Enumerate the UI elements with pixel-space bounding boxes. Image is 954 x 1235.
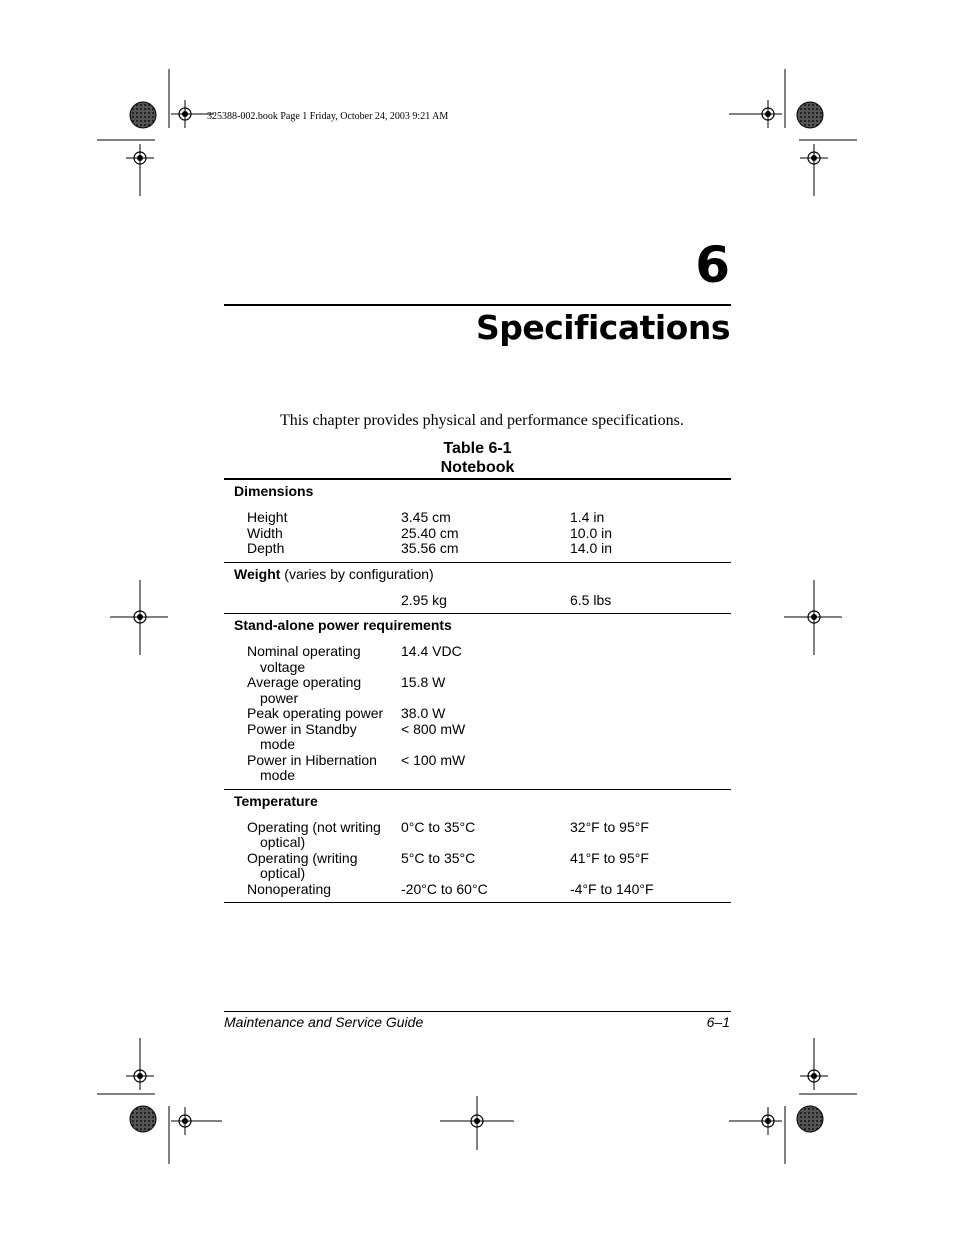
row-label-line: Power in Standby [247, 720, 357, 737]
row-label [224, 882, 401, 898]
row-imperial-value: 32°F to 95°F [570, 818, 649, 835]
registration-mark-icon [800, 144, 828, 172]
row-label-line: optical) [260, 834, 306, 850]
row-imperial-value [570, 722, 731, 753]
row-label [224, 644, 401, 675]
row-label-line: Nonoperating [247, 880, 332, 897]
table-row [224, 820, 731, 851]
row-label [224, 753, 401, 784]
row-label [224, 722, 401, 753]
footer-guide-title: Maintenance and Service Guide [224, 1014, 424, 1030]
table-title: Notebook [440, 459, 515, 476]
row-imperial-value: -4°F to 140°F [570, 880, 654, 897]
specifications-table [224, 478, 731, 903]
star-target-icon [797, 102, 823, 128]
row-label-line: Height [247, 509, 288, 525]
row-metric-value: 35.56 cm [401, 540, 459, 556]
row-imperial-value [570, 644, 731, 675]
table-row [224, 706, 731, 722]
row-imperial-value [570, 706, 731, 722]
table-section [224, 790, 731, 904]
intro-paragraph: This chapter provides physical and performance specifications. [280, 412, 684, 429]
table-row [224, 722, 731, 753]
row-label-line: mode [260, 767, 296, 783]
row-metric-value: 15.8 W [401, 674, 446, 690]
table-section [224, 563, 731, 615]
table-row [224, 541, 731, 557]
section-title: Stand-alone power requirements [234, 617, 452, 633]
row-imperial-value [570, 675, 731, 706]
print-slug: 325388-002.book Page 1 Friday, October 24, 2003 9:21 AM [207, 111, 449, 122]
chapter-number: 6 [695, 236, 730, 294]
row-metric-value: < 800 mW [401, 720, 466, 737]
section-header [224, 617, 731, 633]
row-label-line: Power in Hibernation [247, 751, 377, 768]
row-metric-value: < 100 mW [401, 751, 466, 768]
row-metric-value: 2.95 kg [401, 591, 447, 608]
table-number: Table 6-1 [443, 440, 512, 457]
row-label [224, 820, 401, 851]
section-title: Dimensions [234, 483, 314, 499]
row-label-line: Depth [247, 540, 285, 556]
row-label-line: Nominal operating [247, 643, 361, 659]
registration-mark-icon [754, 100, 782, 128]
row-metric-value: -20°C to 60°C [401, 880, 488, 897]
row-label [224, 593, 401, 609]
chapter-title: Specifications [475, 308, 730, 347]
row-imperial-value: 14.0 in [570, 540, 613, 556]
row-metric-value: 0°C to 35°C [401, 818, 476, 835]
row-label-line: voltage [260, 658, 306, 675]
table-section [224, 614, 731, 790]
row-metric-value: 38.0 W [401, 705, 446, 721]
row-label-line: mode [260, 736, 296, 752]
row-label-line: Operating (writing [247, 849, 358, 866]
table-row [224, 753, 731, 784]
row-label-line: power [260, 689, 299, 706]
table-row [224, 675, 731, 706]
table-row [224, 851, 731, 882]
table-row [224, 882, 731, 898]
table-section [224, 480, 731, 563]
row-label [224, 851, 401, 882]
row-label-line: Peak operating power [247, 705, 384, 721]
section-header [224, 793, 731, 809]
footer-page-number: 6–1 [706, 1014, 730, 1030]
table-row [224, 526, 731, 542]
row-label-line: Average operating [247, 674, 362, 690]
registration-mark-icon [171, 100, 199, 128]
star-target-icon [797, 1106, 823, 1132]
row-label [224, 541, 401, 557]
row-metric-value: 3.45 cm [401, 509, 451, 525]
row-imperial-value: 41°F to 95°F [570, 849, 649, 866]
registration-mark-icon [126, 1062, 154, 1090]
registration-mark-icon [800, 603, 828, 631]
row-metric-value: 14.4 VDC [401, 643, 462, 659]
row-imperial-value [570, 753, 731, 784]
table-row [224, 593, 731, 609]
row-label-line: Operating (not writing [247, 818, 381, 835]
section-header [224, 566, 731, 582]
registration-mark-icon [126, 144, 154, 172]
table-row [224, 644, 731, 675]
row-imperial-value: 10.0 in [570, 524, 613, 541]
row-metric-value: 5°C to 35°C [401, 849, 476, 866]
registration-mark-icon [754, 1107, 782, 1135]
section-note: (varies by configuration) [280, 565, 434, 582]
star-target-icon [130, 1106, 156, 1132]
chapter-rule [224, 304, 731, 306]
section-header [224, 483, 731, 499]
row-label [224, 526, 401, 542]
row-label-line: Width [247, 524, 283, 541]
row-label [224, 706, 401, 722]
table-row [224, 510, 731, 526]
registration-mark-icon [171, 1107, 199, 1135]
row-imperial-value: 6.5 lbs [570, 591, 612, 608]
footer-rule [224, 1011, 731, 1012]
table-caption [224, 439, 731, 477]
row-label [224, 510, 401, 526]
star-target-icon [130, 102, 156, 128]
registration-mark-icon [800, 1062, 828, 1090]
row-imperial-value: 1.4 in [570, 509, 605, 525]
row-label-line: optical) [260, 865, 306, 881]
section-title: Temperature [234, 792, 318, 809]
row-label [224, 675, 401, 706]
row-metric-value: 25.40 cm [401, 524, 459, 541]
section-title: Weight [234, 565, 281, 582]
registration-mark-icon [126, 603, 154, 631]
registration-mark-icon [463, 1107, 491, 1135]
